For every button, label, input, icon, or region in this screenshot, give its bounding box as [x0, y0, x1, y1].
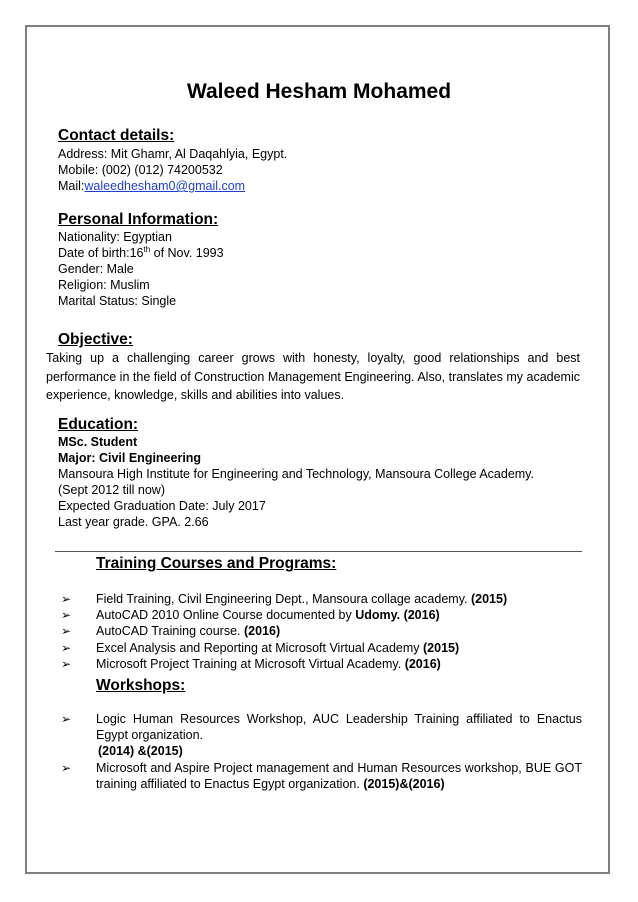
item-year: (2015)	[470, 592, 508, 606]
personal-heading: Personal Information:	[58, 211, 219, 228]
dob-sup: th	[143, 244, 151, 254]
arrow-bullet-icon: ➢	[61, 608, 72, 623]
personal-religion: Religion: Muslim	[58, 278, 150, 292]
item-text: AutoCAD 2010 Online Course documented by	[96, 608, 356, 623]
workshops-list	[61, 711, 582, 792]
personal-marital: Marital Status: Single	[58, 294, 177, 308]
list-item	[61, 711, 582, 743]
list-item	[61, 760, 582, 792]
contact-mail	[58, 178, 245, 194]
arrow-bullet-icon: ➢	[61, 624, 72, 639]
item-year: Udomy. (2016)	[355, 608, 440, 623]
education-degree: MSc. Student	[58, 435, 138, 449]
workshop-years: (2014) &(2015)	[98, 744, 183, 759]
email-link[interactable]: waleedhesham0@gmail.com	[84, 179, 246, 193]
contact-address: Address: Mit Ghamr, Al Daqahlyia, Egypt.	[58, 147, 288, 161]
mail-label: Mail:	[58, 179, 85, 193]
dob-suffix: of Nov. 1993	[150, 246, 224, 260]
training-list	[61, 591, 582, 672]
section-divider	[55, 551, 582, 552]
list-item	[61, 623, 582, 639]
list-item	[61, 640, 582, 656]
item-text: Microsoft Project Training at Microsoft Virtual Academy.	[96, 656, 405, 671]
contact-mobile: Mobile: (002) (012) 74200532	[58, 163, 223, 177]
item-year: (2016)	[244, 624, 281, 639]
item-text: Logic Human Resources Workshop, AUC Leadership Training affiliated to Enactus Egypt organization.	[96, 712, 582, 743]
item-year: (2015)	[423, 640, 460, 655]
objective-heading: Objective:	[58, 331, 133, 348]
arrow-bullet-icon: ➢	[61, 592, 72, 606]
list-item	[61, 607, 582, 623]
education-graduation: Expected Graduation Date: July 2017	[58, 499, 266, 513]
list-item	[61, 656, 582, 672]
item-text: Microsoft and Aspire Project management and Human Resources workshop, BUE GOT training affiliated to Enactus Egypt organization.	[96, 760, 582, 791]
arrow-bullet-icon: ➢	[61, 760, 72, 775]
education-heading: Education:	[58, 416, 139, 433]
list-item	[61, 591, 582, 607]
workshops-heading: Workshops:	[96, 677, 186, 694]
arrow-bullet-icon: ➢	[61, 712, 72, 726]
education-period: (Sept 2012 till now)	[58, 483, 166, 497]
candidate-name: Waleed Hesham Mohamed	[186, 80, 452, 103]
education-institute: Mansoura High Institute for Engineering and Technology, Mansoura College Academy.	[58, 467, 534, 481]
education-grade: Last year grade. GPA. 2.66	[58, 515, 209, 529]
item-text: Excel Analysis and Reporting at Microsoft Virtual Academy	[96, 640, 424, 655]
item-year: (2016)	[404, 656, 441, 671]
item-text: AutoCAD Training course.	[96, 624, 244, 639]
objective-text: Taking up a challenging career grows with honesty, loyalty, good relationships and best performance in the field of Construction Management Engineering. Also, translates my academic experience, knowledge, skills and abilities into values.	[46, 351, 580, 402]
personal-gender: Gender: Male	[58, 262, 134, 276]
dob-prefix: Date of birth:16	[58, 246, 144, 260]
arrow-bullet-icon: ➢	[61, 656, 72, 671]
item-text: Field Training, Civil Engineering Dept., Mansoura collage academy.	[96, 592, 471, 606]
personal-dob	[58, 245, 224, 261]
item-year: (2015)&(2016)	[363, 776, 445, 791]
education-major: Major: Civil Engineering	[58, 451, 202, 465]
contact-heading: Contact details:	[58, 127, 175, 144]
training-heading: Training Courses and Programs:	[96, 555, 337, 572]
arrow-bullet-icon: ➢	[61, 640, 72, 655]
personal-nationality: Nationality: Egyptian	[58, 230, 172, 244]
